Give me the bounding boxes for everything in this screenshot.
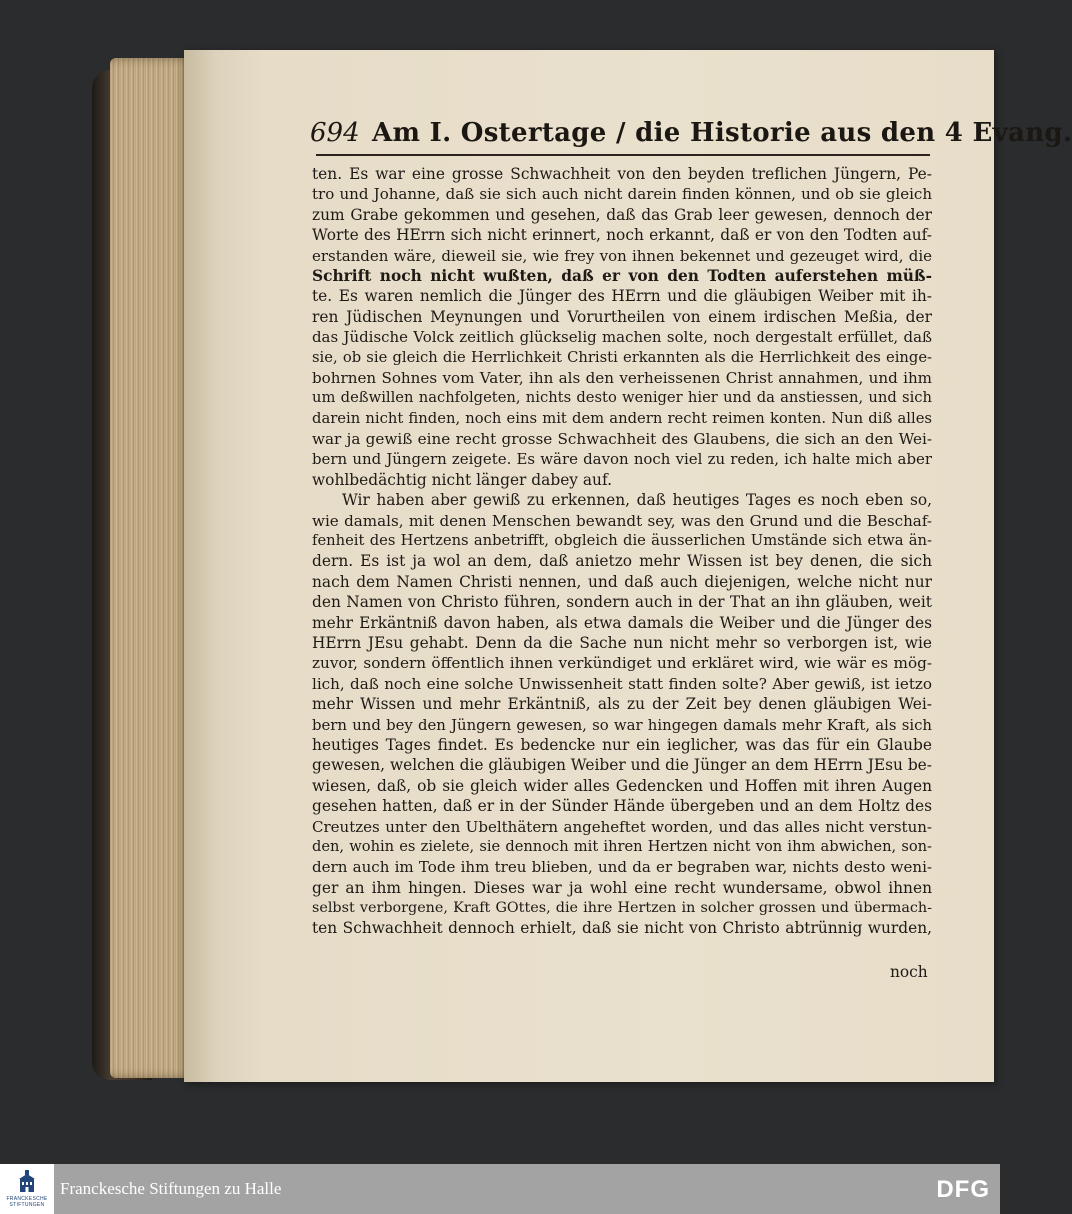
text-line: sie, ob sie gleich die Herrlichkeit Christi erkannten als die Herrlichkeit des einge- (312, 348, 932, 366)
catchword: noch (890, 963, 928, 981)
text-line: bern und bey den Jüngern gewesen, so war hingegen damals mehr Kraft, als sich (312, 715, 932, 734)
dfg-logo[interactable]: DFG (936, 1176, 990, 1203)
text-line: zum Grabe gekommen und gesehen, daß das Grab leer gewesen, dennoch der (312, 205, 932, 224)
text-line: bohrnen Sohnes vom Vater, ihn als den verheissenen Christ annahmen, und ihm (312, 368, 932, 387)
text-line: um deßwillen nachfolgeten, nichts desto weniger hier und da anstiessen, und sich (312, 389, 932, 407)
text-line: ten Schwachheit dennoch erhielt, daß sie nicht von Christo abtrünnig wurden, (312, 919, 932, 938)
text-line: ger an ihm hingen. Dieses war ja wohl eine recht wundersame, obwol ihnen (312, 878, 932, 897)
page-number: 694 (310, 118, 360, 148)
text-line: dern auch im Tode ihm treu blieben, und da er begraben war, nichts desto weni- (312, 858, 932, 877)
franckesche-logo[interactable] (0, 1164, 54, 1214)
text-line: mehr Wissen und mehr Erkäntniß, als zu der Zeit bey denen gläubigen Wei- (312, 695, 932, 714)
text-line: wiesen, daß, ob sie gleich wider alles Gedencken und Hoffen mit ihren Augen (312, 776, 932, 795)
footer-bar (0, 1164, 1000, 1214)
text-line: zuvor, sondern öffentlich ihnen verkündiget und erkläret wird, wie wär es mög- (312, 654, 932, 673)
text-line: wohlbedächtig nicht länger dabey auf. (312, 470, 613, 489)
text-line: war ja gewiß eine recht grosse Schwachheit des Glaubens, die sich an den Wei- (312, 430, 932, 449)
text-line: das Jüdische Volck zeitlich glückselig machen solte, noch dergestalt erfüllet, daß (312, 328, 932, 347)
text-line: ten. Es war eine grosse Schwachheit von den beyden treflichen Jüngern, Pe- (312, 165, 932, 183)
text-line: Worte des HErrn sich nicht erinnert, noch erkannt, daß er von den Todten auf- (312, 226, 932, 245)
text-line: fenheit des Hertzens anbetrifft, obgleich die äusserlichen Umstände sich etwa än- (312, 532, 932, 550)
text-line: tro und Johanne, daß sie sich auch nicht darein finden können, und ob sie gleich (312, 185, 932, 204)
text-line: lich, daß noch eine solche Unwissenheit statt finden solte? Aber gewiß, ist ietzo (312, 674, 932, 693)
text-line: Schrift noch nicht wußten, daß er von den Todten auferstehen müß- (312, 266, 932, 285)
text-line: HErrn JEsu gehabt. Denn da die Sache nun nicht mehr so verborgen ist, wie (312, 633, 932, 652)
text-line: erstanden wäre, dieweil sie, wie frey von ihnen bekennet und gezeuget wird, die (312, 246, 932, 265)
page-header (310, 118, 1072, 154)
page-edges (110, 58, 192, 1078)
building-icon (16, 1169, 38, 1195)
logo-text: FRANCKESCHE STIFTUNGEN (6, 1196, 48, 1208)
text-line: heutiges Tages findet. Es bedencke nur ein ieglicher, was das für ein Glaube (312, 735, 932, 754)
text-line: gewesen, welchen die gläubigen Weiber und die Jünger an dem HErrn JEsu be- (312, 756, 932, 775)
text-line: mehr Erkäntniß davon haben, als etwa damals die Weiber und die Jünger des (312, 613, 932, 632)
text-line: Creutzes unter den Ubelthätern angeheftet worden, und das alles nicht verstun- (312, 817, 932, 836)
text-line: dern. Es ist ja wol an dem, daß anietzo mehr Wissen ist bey denen, die sich (312, 552, 932, 571)
institution-link[interactable]: Franckesche Stiftungen zu Halle (60, 1179, 282, 1198)
text-line: te. Es waren nemlich die Jünger des HErrn und die gläubigen Weiber mit ih- (312, 287, 932, 306)
running-title: Am I. Ostertage / die Historie aus den 4 Evang. (372, 118, 1072, 148)
text-line: den Namen von Christo führen, sondern auch in der That an ihn gläuben, weit (312, 593, 932, 612)
header-rule (316, 154, 930, 156)
text-line: nach dem Namen Christi nennen, und daß auch diejenigen, welche nicht nur (312, 572, 932, 591)
text-line: ren Jüdischen Meynungen und Vorurtheilen von einem irdischen Meßia, der (312, 307, 932, 326)
body-text (312, 164, 932, 939)
text-line: bern und Jüngern zeigete. Es wäre davon noch viel zu reden, ich halte mich aber (312, 450, 932, 469)
text-line: Wir haben aber gewiß zu erkennen, daß heutiges Tages es noch eben so, (342, 491, 932, 510)
text-line: gesehen hatten, daß er in der Sünder Hände übergeben und an dem Holtz des (312, 797, 932, 816)
book-page (184, 50, 1072, 1082)
text-line: darein nicht finden, noch eins mit dem andern recht reimen konten. Nun diß alles (312, 409, 932, 427)
text-line: selbst verborgene, Kraft GOttes, die ihre Hertzen in solcher grossen und übermach- (312, 900, 932, 917)
text-line: wie damals, mit denen Menschen bewandt sey, was den Grund und die Beschaf- (312, 511, 932, 530)
text-line: den, wohin es zielete, sie dennoch mit ihren Hertzen nicht von ihm abwichen, son- (312, 837, 932, 855)
